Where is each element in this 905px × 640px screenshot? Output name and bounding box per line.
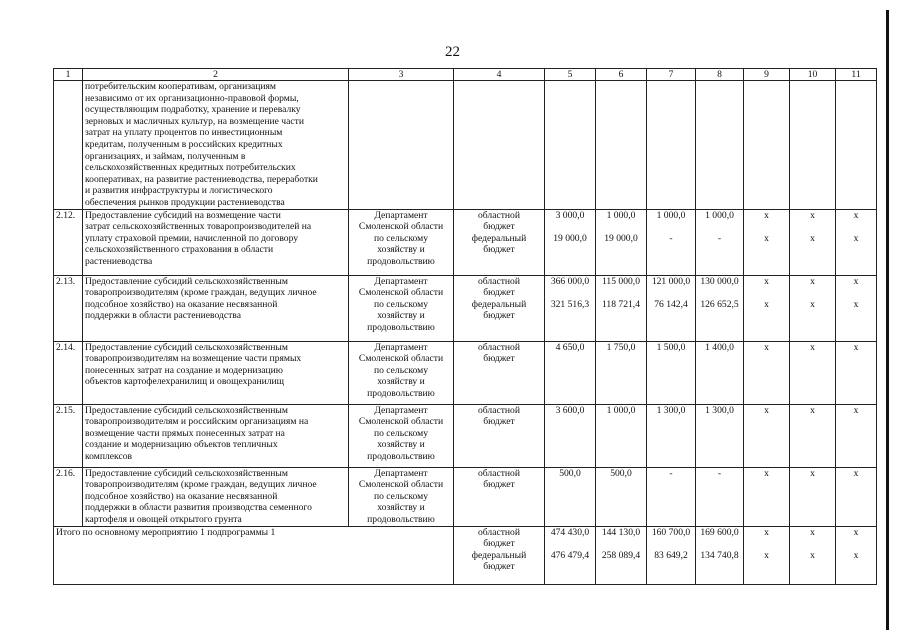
funding-source-line: областной — [477, 209, 520, 221]
executor-line: Смоленской области — [358, 479, 444, 491]
measure-description-line: кооперативах, на развитие растениеводства, переработки — [85, 173, 318, 185]
amount-c7 — [647, 209, 696, 275]
amount-c8-value: - — [717, 467, 722, 479]
empty-cell — [696, 81, 744, 210]
measure-description-line: Предоставление субсидий сельскохозяйственным — [85, 275, 288, 287]
table-row — [54, 467, 877, 526]
row-gap — [649, 538, 693, 550]
empty-cell — [596, 81, 647, 210]
column-number: 8 — [696, 69, 744, 81]
executor-line: Департамент — [374, 404, 428, 416]
measure-description-line: товаропроизводителям на возмещение части прямых — [85, 353, 302, 365]
amount-c10 — [790, 275, 836, 341]
amount-c6-value: 115 000,0 — [601, 275, 641, 287]
funding-source-line: бюджет — [483, 310, 515, 322]
amount-c10-value: x — [810, 467, 815, 479]
page-number: 22 — [445, 44, 460, 60]
amount-c11-value: x — [853, 404, 859, 416]
amount-c8-value: 1 300,0 — [705, 404, 734, 416]
empty-cell — [545, 81, 596, 210]
empty-cell — [454, 81, 545, 210]
total-c6-value: 144 130,0 — [601, 526, 641, 538]
total-row — [54, 526, 877, 584]
executor-line: продовольствию — [367, 321, 435, 333]
executor-line: Департамент — [374, 467, 428, 479]
amount-c6 — [596, 404, 647, 467]
measure-description-line: создание и модернизацию объектов тепличных — [85, 439, 278, 451]
measure-description-line: подсобное хозяйство) на оказание несвязанной — [85, 298, 278, 310]
amount-c7-value: 1 500,0 — [656, 341, 686, 353]
executor-line: хозяйству и — [377, 502, 425, 514]
total-c6 — [596, 526, 647, 584]
measure-description-line: Предоставление субсидий сельскохозяйственным — [85, 467, 288, 479]
amount-c9 — [744, 275, 790, 341]
measure-description — [83, 275, 349, 341]
total-label: Итого по основному мероприятию 1 подпрограммы 1 — [54, 526, 454, 584]
total-c11-value: x — [853, 550, 859, 562]
row-number: 2.13. — [54, 275, 83, 341]
measure-description-line: товаропроизводителям и российским организациям на — [85, 416, 309, 428]
executor-line: продовольствию — [367, 513, 435, 525]
executor — [349, 275, 454, 341]
amount-c9 — [744, 341, 790, 404]
column-number: 11 — [836, 69, 877, 81]
amount-c10 — [790, 209, 836, 275]
total-c6-value: 258 089,4 — [601, 550, 641, 562]
row-number: 2.15. — [54, 404, 83, 467]
amount-c9 — [744, 467, 790, 526]
measure-description — [83, 467, 349, 526]
amount-c5 — [545, 404, 596, 467]
column-number: 9 — [744, 69, 790, 81]
row-gap — [838, 538, 874, 550]
amount-c9-value: x — [764, 341, 769, 353]
amount-c11-value: x — [853, 341, 859, 353]
row-number: 2.14. — [54, 341, 83, 404]
measure-description-line: сельскохозяйственного страхования в области — [85, 244, 274, 256]
amount-c6-value: 19 000,0 — [604, 233, 638, 245]
amount-c8-value: - — [717, 233, 722, 245]
funding-source — [454, 467, 545, 526]
total-c7-value: 83 649,2 — [654, 550, 688, 562]
amount-c7-value: - — [669, 233, 673, 245]
total-c9-value: x — [764, 550, 769, 562]
measure-description-line: Предоставление субсидий сельскохозяйственным — [85, 404, 288, 416]
executor-line: хозяйству и — [377, 439, 425, 451]
measure-description-line: Предоставление субсидий на возмещение части — [85, 209, 281, 221]
total-c10-value: x — [810, 526, 815, 538]
funding-source-line: бюджет — [483, 287, 515, 299]
amount-c11-value: x — [853, 233, 859, 245]
row-number — [54, 81, 83, 210]
measure-description — [83, 404, 349, 467]
measure-description-line: растениеводства — [85, 255, 153, 267]
amount-c6 — [596, 275, 647, 341]
empty-cell — [790, 81, 836, 210]
funding-source-line: федеральный — [471, 298, 527, 310]
amount-c7 — [647, 404, 696, 467]
empty-cell — [349, 81, 454, 210]
total-c11-value: x — [853, 526, 859, 538]
measure-description-line: обеспечения рынков продукции растениеводства — [85, 196, 285, 208]
executor-line: хозяйству и — [377, 376, 425, 388]
amount-c6 — [596, 209, 647, 275]
funding-source-line: областной — [477, 467, 520, 479]
measure-description-line: затрат сельскохозяйственных товаропроизводителей на — [85, 221, 312, 233]
amount-c11-value: x — [853, 299, 859, 311]
funding-source-line: федеральный — [471, 232, 527, 244]
table-row — [54, 209, 877, 275]
executor — [349, 209, 454, 275]
amount-c8-value: 1 000,0 — [705, 209, 734, 221]
amount-c5-value: 321 516,3 — [550, 299, 590, 311]
measure-description-line: картофеля и овощей открытого грунта — [85, 513, 242, 525]
funding-source-line: бюджет — [483, 561, 515, 573]
row-number: 2.16. — [54, 467, 83, 526]
executor-line: Смоленской области — [358, 353, 444, 365]
row-gap — [649, 287, 693, 299]
funding-source-line: бюджет — [483, 538, 515, 550]
total-c8-value: 169 600,0 — [700, 526, 739, 538]
row-gap — [792, 221, 833, 233]
row-gap — [547, 538, 593, 550]
measure-description-line: возмещение части прямых понесенных затрат на — [85, 427, 285, 439]
amount-c5 — [545, 275, 596, 341]
total-c9 — [744, 526, 790, 584]
amount-c7 — [647, 341, 696, 404]
row-gap — [598, 287, 644, 299]
executor-line: хозяйству и — [377, 244, 425, 256]
row-gap — [698, 287, 741, 299]
amount-c8 — [696, 275, 744, 341]
amount-c10-value: x — [810, 341, 815, 353]
amount-c6-value: 118 721,4 — [601, 299, 641, 311]
executor-line: Департамент — [374, 209, 428, 221]
amount-c10-value: x — [810, 233, 815, 245]
amount-c5-value: 3 600,0 — [555, 404, 585, 416]
measure-description — [83, 209, 349, 275]
executor-line: по сельскому — [373, 427, 429, 439]
funding-source-line: областной — [477, 526, 520, 538]
row-number: 2.12. — [54, 209, 83, 275]
amount-c8 — [696, 404, 744, 467]
executor — [349, 467, 454, 526]
amount-c5-value: 500,0 — [559, 467, 581, 479]
total-c7 — [647, 526, 696, 584]
measure-description-line: потребительским кооперативам, организациям — [85, 81, 276, 92]
amount-c11 — [836, 404, 877, 467]
amount-c8 — [696, 209, 744, 275]
row-gap — [698, 538, 741, 550]
empty-cell — [744, 81, 790, 210]
amount-c10 — [790, 404, 836, 467]
row-gap — [792, 538, 833, 550]
row-gap — [598, 221, 644, 233]
measure-description-line: уплату страховой премии, начисленной по договору — [85, 232, 299, 244]
amount-c8-value: 130 000,0 — [700, 275, 739, 287]
column-number: 2 — [83, 69, 349, 81]
amount-c10 — [790, 341, 836, 404]
amount-c5-value: 3 000,0 — [555, 209, 585, 221]
total-c10 — [790, 526, 836, 584]
row-gap — [838, 221, 874, 233]
measure-description-line: и развития инфраструктуры и логистического — [85, 185, 273, 197]
measure-description-line: осуществляющим подработку, хранение и перевалку — [85, 104, 301, 116]
amount-c11 — [836, 275, 877, 341]
executor-line: продовольствию — [367, 387, 435, 399]
column-number: 5 — [545, 69, 596, 81]
amount-c11 — [836, 341, 877, 404]
amount-c11 — [836, 209, 877, 275]
measure-description-line: комплексов — [85, 450, 133, 462]
column-number: 3 — [349, 69, 454, 81]
amount-c8-value: 126 652,5 — [700, 299, 739, 311]
amount-c5-value: 19 000,0 — [553, 233, 587, 245]
row-gap — [746, 538, 787, 550]
total-c5-value: 474 430,0 — [550, 526, 590, 538]
measure-description-line: затрат на уплату процентов по инвестиционным — [85, 127, 283, 139]
amount-c7-value: - — [669, 467, 673, 479]
amount-c6 — [596, 467, 647, 526]
amount-c7-value: 121 000,0 — [651, 275, 691, 287]
amount-c9-value: x — [764, 299, 769, 311]
amount-c9-value: x — [764, 467, 769, 479]
measure-description-line: товаропроизводителям (кроме граждан, ведущих личное — [85, 287, 317, 299]
column-number: 1 — [54, 69, 83, 81]
executor — [349, 404, 454, 467]
executor-line: по сельскому — [373, 232, 429, 244]
amount-c9 — [744, 209, 790, 275]
column-number: 10 — [790, 69, 836, 81]
measure-description-line: зерновых и масличных культур, на возмещение части — [85, 115, 304, 127]
amount-c11 — [836, 467, 877, 526]
amount-c11-value: x — [853, 275, 859, 287]
measure-description — [83, 341, 349, 404]
measure-description-line: объектов картофелехранилищ и овощехранилищ — [85, 376, 285, 388]
table-row — [54, 341, 877, 404]
executor-line: Смоленской области — [358, 287, 444, 299]
amount-c8-value: 1 400,0 — [705, 341, 734, 353]
amount-c7-value: 76 142,4 — [654, 299, 688, 311]
measure-description-line: понесенных затрат на создание и модернизацию — [85, 364, 283, 376]
amount-c7 — [647, 275, 696, 341]
funding-source-line: областной — [477, 275, 520, 287]
amount-c10-value: x — [810, 299, 815, 311]
amount-c9 — [744, 404, 790, 467]
row-gap — [598, 538, 644, 550]
measure-description-line: поддержки в области развития производства семенного — [85, 502, 312, 514]
amount-c5 — [545, 209, 596, 275]
total-c10-value: x — [810, 550, 815, 562]
total-c11 — [836, 526, 877, 584]
measure-description-line: поддержки в области растениеводства — [85, 310, 241, 322]
total-c8 — [696, 526, 744, 584]
funding-source-line: бюджет — [483, 416, 515, 428]
measure-description-line: Предоставление субсидий сельскохозяйственным — [85, 341, 288, 353]
table-row — [54, 404, 877, 467]
page-edge-bar — [886, 10, 889, 630]
measure-description-line: товаропроизводителям (кроме граждан, ведущих личное — [85, 479, 317, 491]
measure-description-line: независимо от их организационно-правовой формы, — [85, 92, 299, 104]
amount-c6-value: 1 750,0 — [606, 341, 636, 353]
row-gap — [649, 221, 693, 233]
funding-source — [454, 209, 545, 275]
row-gap — [838, 287, 874, 299]
continuation-row — [54, 81, 877, 210]
table-row — [54, 275, 877, 341]
executor-line: по сельскому — [373, 364, 429, 376]
funding-source — [454, 526, 545, 584]
funding-source-line: бюджет — [483, 353, 515, 365]
executor — [349, 341, 454, 404]
amount-c5-value: 4 650,0 — [555, 341, 585, 353]
amount-c7-value: 1 000,0 — [656, 209, 686, 221]
column-number: 6 — [596, 69, 647, 81]
amount-c10-value: x — [810, 209, 815, 221]
amount-c7-value: 1 300,0 — [656, 404, 686, 416]
amount-c5-value: 366 000,0 — [550, 275, 590, 287]
row-gap — [792, 287, 833, 299]
amount-c10-value: x — [810, 404, 815, 416]
amount-c7 — [647, 467, 696, 526]
program-table — [53, 68, 877, 585]
amount-c8 — [696, 341, 744, 404]
funding-source — [454, 341, 545, 404]
amount-c6-value: 1 000,0 — [606, 209, 636, 221]
total-c5-value: 476 479,4 — [550, 550, 590, 562]
funding-source-line: бюджет — [483, 244, 515, 256]
executor-line: Смоленской области — [358, 221, 444, 233]
amount-c9-value: x — [764, 275, 769, 287]
funding-source-line: бюджет — [483, 479, 515, 491]
amount-c6 — [596, 341, 647, 404]
empty-cell — [836, 81, 877, 210]
measure-description-line: сельскохозяйственных кредитных потребительских — [85, 162, 296, 174]
column-number: 7 — [647, 69, 696, 81]
row-gap — [547, 287, 593, 299]
executor-line: по сельскому — [373, 298, 429, 310]
executor-line: хозяйству и — [377, 310, 425, 322]
amount-c6-value: 1 000,0 — [606, 404, 636, 416]
funding-source-line: бюджет — [483, 221, 515, 233]
executor-line: продовольствию — [367, 255, 435, 267]
total-c5 — [545, 526, 596, 584]
measure-description-line: организациях, и займам, полученным в — [85, 150, 246, 162]
total-c7-value: 160 700,0 — [651, 526, 691, 538]
column-number: 4 — [454, 69, 545, 81]
amount-c11-value: x — [853, 467, 859, 479]
funding-source-line: областной — [477, 341, 520, 353]
measure-description-line: кредитам, полученным в российских кредитных — [85, 138, 283, 150]
executor-line: Департамент — [374, 341, 428, 353]
total-c9-value: x — [764, 526, 769, 538]
amount-c10-value: x — [810, 275, 815, 287]
funding-source-line: областной — [477, 404, 520, 416]
amount-c5 — [545, 467, 596, 526]
executor-line: по сельскому — [373, 490, 429, 502]
amount-c9-value: x — [764, 404, 769, 416]
column-number-row — [54, 69, 877, 81]
row-gap — [698, 221, 741, 233]
executor-line: продовольствию — [367, 450, 435, 462]
amount-c11-value: x — [853, 209, 859, 221]
row-gap — [547, 221, 593, 233]
amount-c10 — [790, 467, 836, 526]
executor-line: Смоленской области — [358, 416, 444, 428]
funding-source — [454, 404, 545, 467]
amount-c6-value: 500,0 — [610, 467, 632, 479]
total-c8-value: 134 740,8 — [700, 550, 739, 562]
row-gap — [746, 287, 787, 299]
amount-c8 — [696, 467, 744, 526]
empty-cell — [647, 81, 696, 210]
funding-source — [454, 275, 545, 341]
executor-line: Департамент — [374, 275, 428, 287]
funding-source-line: федеральный — [471, 549, 527, 561]
row-gap — [746, 221, 787, 233]
measure-description — [83, 81, 349, 210]
amount-c5 — [545, 341, 596, 404]
amount-c9-value: x — [764, 209, 769, 221]
measure-description-line: подсобное хозяйство) на оказание несвязанной — [85, 490, 278, 502]
amount-c9-value: x — [764, 233, 769, 245]
